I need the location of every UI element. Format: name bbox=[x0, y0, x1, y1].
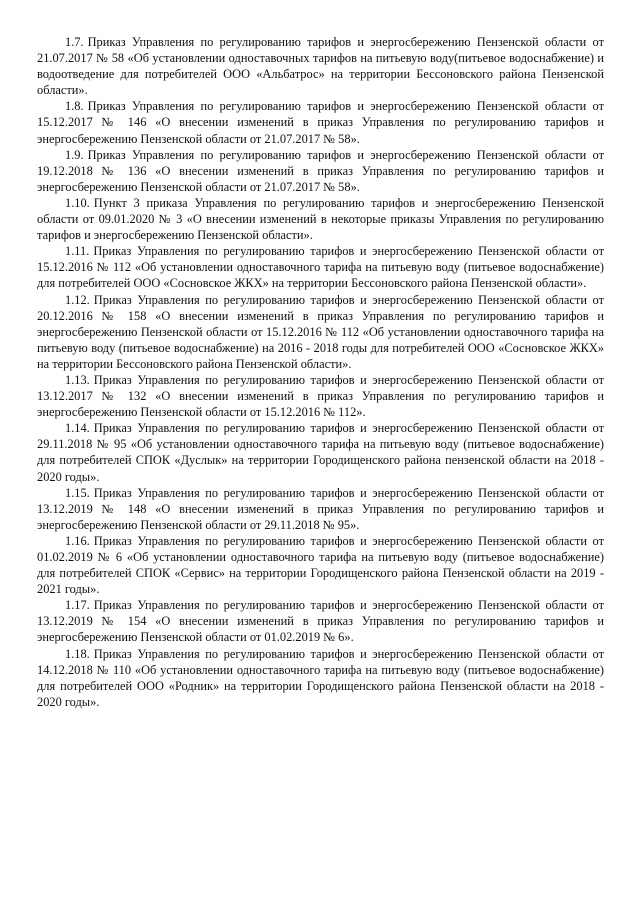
paragraph-1-16 bbox=[37, 533, 604, 597]
paragraph-text: Приказ Управления по регулированию тарифов и энергосбережению Пензенской области от 15.12.2016 № 112 «Об установлении одноставочного тарифа на питьевую воду (питьевое водоснабжение) для потребителей ООО «Сосновское ЖКХ» на территории Бессоновского района Пензенской области». bbox=[37, 244, 604, 291]
paragraph-number: 1.7. bbox=[65, 35, 84, 49]
paragraph-number: 1.8. bbox=[65, 99, 84, 114]
paragraph-1-18 bbox=[37, 646, 604, 710]
paragraph-1-8 bbox=[37, 98, 604, 146]
paragraph-text: Приказ Управления по регулированию тарифов и энергосбережению Пензенской области от 21.07.2017 № 58 «Об установлении одноставочных тарифов на питьевую воду(питьевое водоснабжение) и водоотведение для потребителей ООО «Альбатрос» на территории Бессоновского района Пензенской области». bbox=[37, 35, 604, 98]
paragraph-text: Приказ Управления по регулированию тарифов и энергосбережению Пензенской области от 01.02.2019 № 6 «Об установлении одноставочного тарифа на питьевую воду (питьевое водоснабжение) для потребителей СПОК «Сервис» на территории Городищенского района Пензенской области на 2019 - 2021 годы». bbox=[37, 533, 604, 597]
paragraph-text: Приказ Управления по регулированию тарифов и энергосбережению Пензенской области от 13.12.2017 № 132 «О внесении изменений в приказ Управления по регулированию тарифов и энергосбережению Пензенской области от 15.12.2016 № 112». bbox=[37, 372, 604, 420]
paragraph-text: Приказ Управления по регулированию тарифов и энергосбережению Пензенской области от 20.12.2016 № 158 «О внесении изменений в приказ Управления по регулированию тарифов и энергосбережению Пензенской области от 15.12.2016 № 112 «Об установлении одноставочного тарифа на питьевую воду (питьевое водоснабжение) на 2016 - 2018 годы для потребителей ООО «Сосновское ЖКХ» на территории Бессоновского района Пензенской области». bbox=[37, 292, 604, 371]
paragraph-1-9 bbox=[37, 147, 604, 195]
paragraph-text: Пункт 3 приказа Управления по регулированию тарифов и энергосбережению Пензенской области от 09.01.2020 № 3 «О внесении изменений в некоторые приказы Управления по регулированию тарифов и энергосбережению Пензенской области». bbox=[37, 195, 604, 243]
paragraph-1-15 bbox=[37, 485, 604, 533]
paragraph-text: Приказ Управления по регулированию тарифов и энергосбережению Пензенской области от 14.12.2018 № 110 «Об установлении одноставочного тарифа на питьевую воду (питьевое водоснабжение) для потребителей ООО «Родник» на территории Городищенского района Пензенской области на 2018 - 2020 годы». bbox=[37, 646, 604, 709]
paragraph-number: 1.18. bbox=[65, 646, 90, 661]
paragraph-text: Приказ Управления по регулированию тарифов и энергосбережению Пензенской области от 19.12.2018 № 136 «О внесении изменений в приказ Управления по регулированию тарифов и энергосбережению Пензенской области от 21.07.2017 № 58». bbox=[37, 147, 604, 194]
paragraph-number: 1.14. bbox=[65, 421, 90, 436]
paragraph-1-13 bbox=[37, 372, 604, 420]
paragraph-1-11 bbox=[37, 243, 604, 291]
paragraph-text: Приказ Управления по регулированию тарифов и энергосбережению Пензенской области от 29.11.2018 № 95 «Об установлении одноставочного тарифа на питьевую воду (питьевое водоснабжение) для потребителей СПОК «Дуслык» на территории Городищенского района пензенской области на 2018 - 2020 годы». bbox=[37, 421, 604, 484]
paragraph-1-12 bbox=[37, 292, 604, 372]
paragraph-number: 1.12. bbox=[65, 292, 90, 307]
paragraph-number: 1.9. bbox=[65, 147, 84, 162]
paragraph-number: 1.16. bbox=[65, 533, 90, 548]
paragraph-number: 1.13. bbox=[65, 372, 90, 387]
paragraph-number: 1.17. bbox=[65, 598, 90, 613]
paragraph-number: 1.10. bbox=[65, 195, 90, 210]
paragraph-1-10 bbox=[37, 195, 604, 243]
paragraph-number: 1.15. bbox=[65, 485, 90, 500]
paragraph-1-17 bbox=[37, 597, 604, 645]
paragraph-text: Приказ Управления по регулированию тарифов и энергосбережению Пензенской области от 13.12.2019 № 148 «О внесении изменений в приказ Управления по регулированию тарифов и энергосбережению Пензенской области от 29.11.2018 № 95». bbox=[37, 485, 604, 532]
paragraph-text: Приказ Управления по регулированию тарифов и энергосбережению Пензенской области от 13.12.2019 № 154 «О внесении изменений в приказ Управления по регулированию тарифов и энергосбережению Пензенской области от 01.02.2019 № 6». bbox=[37, 598, 604, 645]
paragraph-number: 1.11. bbox=[65, 244, 90, 259]
paragraph-text: Приказ Управления по регулированию тарифов и энергосбережению Пензенской области от 15.12.2017 № 146 «О внесении изменений в приказ Управления по регулированию тарифов и энергосбережению Пензенской области от 21.07.2017 № 58». bbox=[37, 99, 604, 146]
paragraph-1-7 bbox=[37, 34, 604, 98]
paragraph-1-14 bbox=[37, 420, 604, 484]
